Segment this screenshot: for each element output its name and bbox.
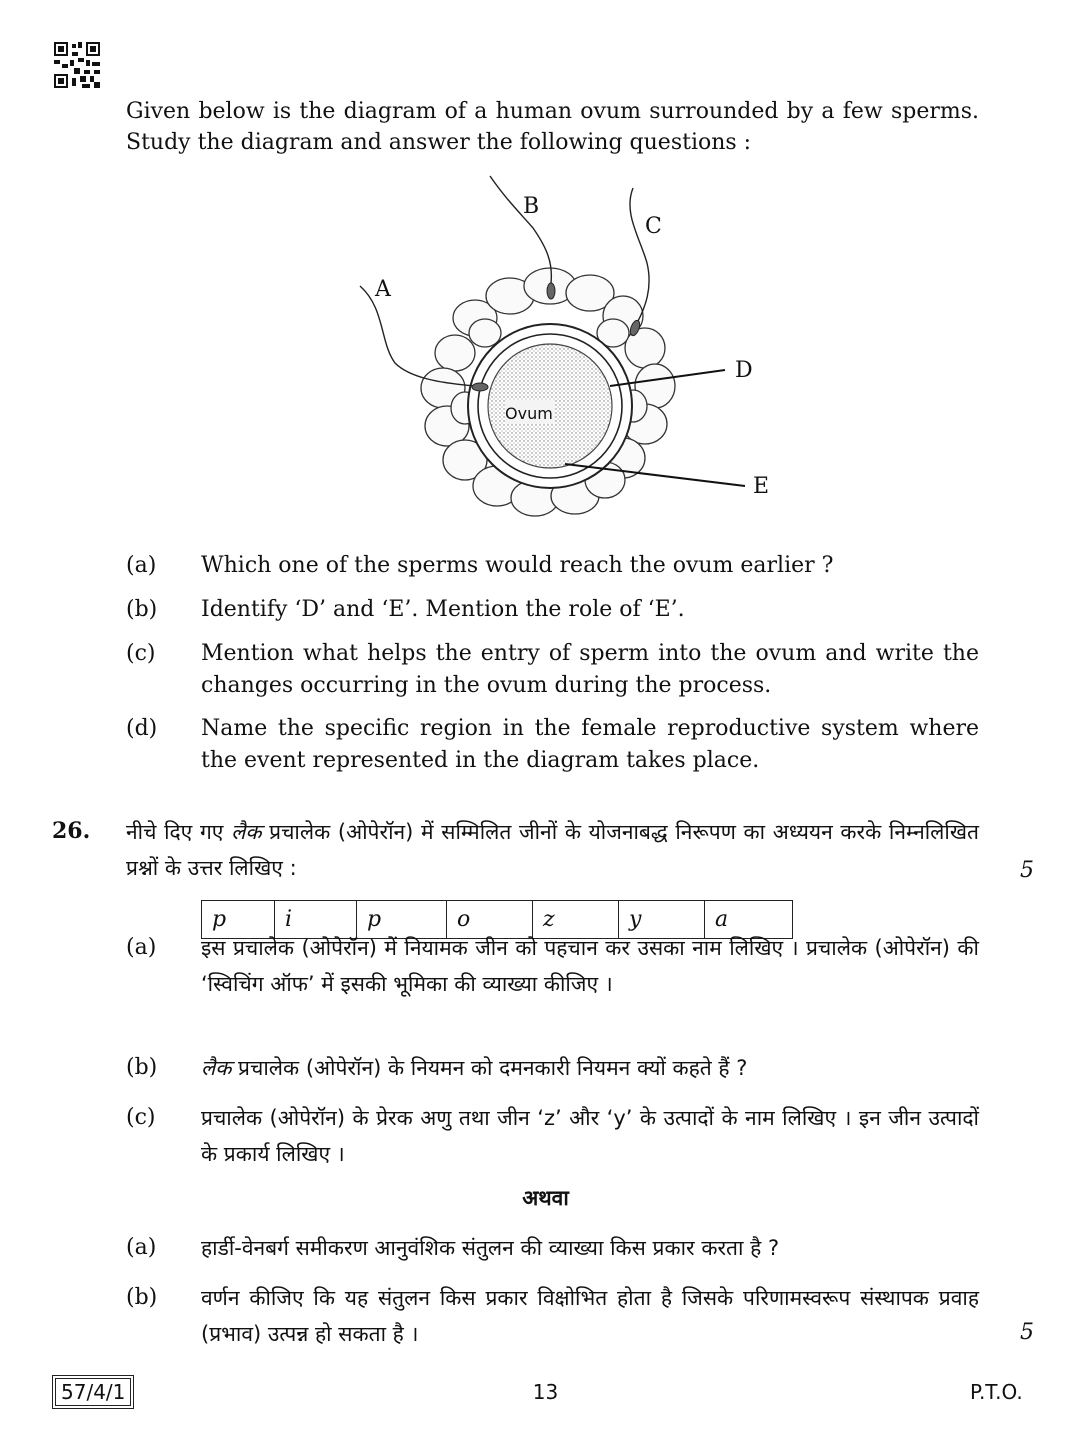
q26-item-c: (c) प्रचालेक (ओपेरॉन) के प्रेरक अणु तथा जीन ‘z’ और ‘y’ के उत्पादों के नाम लिखिए । इन जीन उत्पादों के प्रकार्य लिखिए ।: [126, 1105, 979, 1166]
q25-item-a: (a) Which one of the sperms would reach the ovum earlier ?: [126, 553, 834, 578]
label-b: B: [523, 194, 540, 219]
question-26-marks: 5: [1020, 858, 1034, 883]
q25-item-b: (b) Identify ‘D’ and ‘E’. Mention the role of ‘E’.: [126, 597, 685, 622]
operon-gene-cell: p: [357, 901, 447, 939]
q26-or-item-a: (a) हार्डी-वेनबर्ग समीकरण आनुवंशिक संतुलन की व्याख्या किस प्रकार करता है ?: [126, 1235, 780, 1260]
question-26-stem: नीचे दिए गए लैक प्रचालेक (ओपेरॉन) में सम्मिलित जीनों के योजनाबद्ध निरूपण का अध्ययन करके निम्नलिखित प्रश्नों के उत्तर लिखिए :: [126, 820, 979, 880]
operon-gene-cell: p: [202, 901, 275, 939]
q26-item-b: (b) लैक प्रचालेक (ओपेरॉन) के नियमन को दमनकारी नियमन क्यों कहते हैं ?: [126, 1055, 748, 1080]
sperm-b: [490, 176, 551, 283]
label-e: E: [753, 474, 770, 499]
operon-gene-cell: z: [533, 901, 619, 939]
paper-code: 57/4/1: [55, 1378, 131, 1406]
ovum-sperm-diagram: [355, 168, 775, 548]
pto-label: P.T.O.: [970, 1380, 1023, 1404]
label-a: A: [375, 277, 391, 302]
operon-gene-cell: y: [619, 901, 705, 939]
q26-or-item-b: (b) वर्णन कीजिए कि यह संतुलन किस प्रकार विक्षोभित होता है जिसके परिणामस्वरूप संस्थापक प्रवाह (प्रभाव) उत्पन्न हो सकता है ।: [126, 1285, 979, 1346]
ovum-label: Ovum: [505, 404, 553, 423]
label-d: D: [735, 358, 753, 383]
or-separator: अथवा: [522, 1186, 569, 1210]
operon-gene-cell: i: [275, 901, 357, 939]
question-26-number: 26.: [52, 818, 91, 844]
question-25-intro: Given below is the diagram of a human ovum surrounded by a few sperms. Study the diagram and answer the following questions :: [126, 99, 979, 155]
operon-gene-cell: o: [447, 901, 533, 939]
operon-gene-cell: a: [705, 901, 793, 939]
label-c: C: [645, 214, 662, 239]
q25-item-d: (d) Name the specific region in the female reproductive system where the event represented in the diagram takes place.: [126, 716, 979, 773]
page-number: 13: [532, 1380, 559, 1404]
or-question-marks: 5: [1020, 1320, 1034, 1345]
q26-item-a: (a) इस प्रचालेक (ओपेरॉन) में नियामक जीन को पहचान कर उसका नाम लिखिए । प्रचालेक (ओपेरॉन) की ‘स्विचिंग ऑफ’ में इसकी भूमिका की व्याख्या कीजिए ।: [126, 935, 979, 996]
q25-item-c: (c) Mention what helps the entry of sperm into the ovum and write the changes occurring in the ovum during the process.: [126, 641, 979, 698]
lac-word: लैक: [231, 820, 262, 844]
qr-code-icon: [54, 42, 100, 88]
